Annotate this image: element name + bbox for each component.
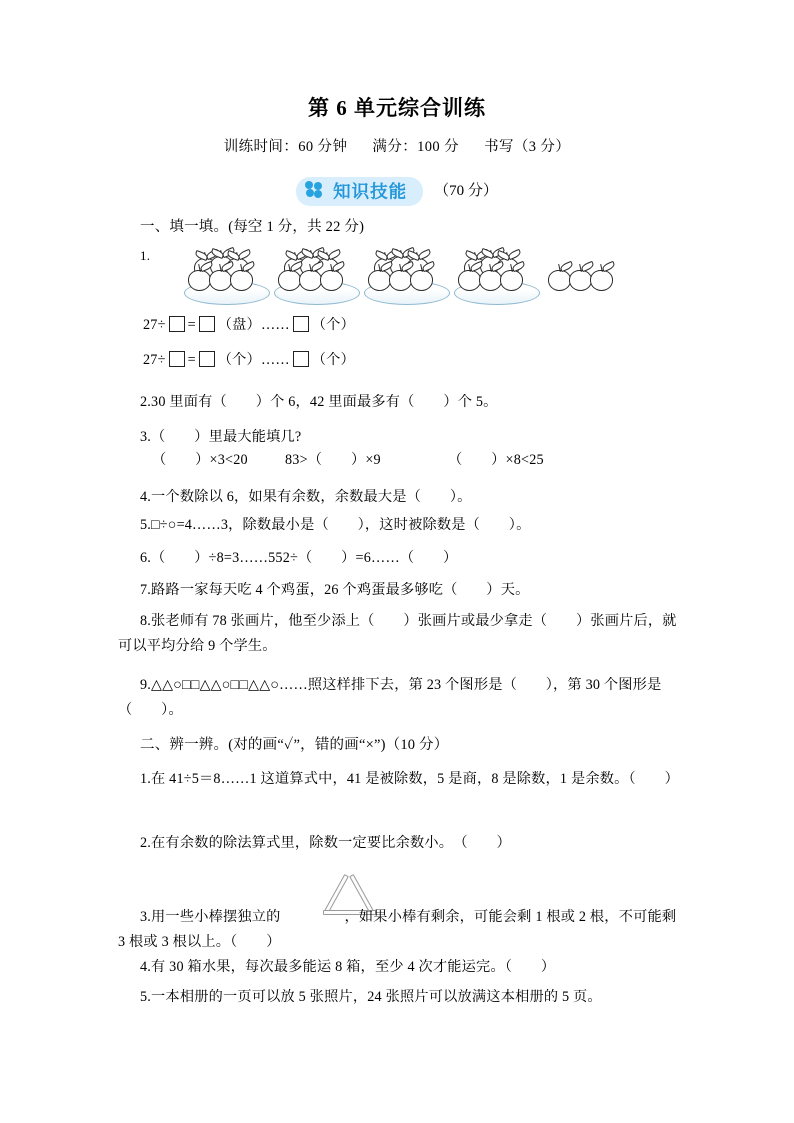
question-7: 7.路路一家每天吃 4 个鸡蛋，26 个鸡蛋最多够吃（ ）天。 bbox=[140, 582, 530, 598]
eq1-dots: …… bbox=[260, 317, 290, 333]
q3-text-before-figure: 3.用一些小棒摆独立的 bbox=[140, 909, 281, 925]
plate-group-4 bbox=[450, 252, 542, 308]
apples-figure bbox=[0, 252, 794, 308]
question-3-item-1: （ ）×3<20 bbox=[152, 452, 248, 468]
answer-box-remainder[interactable] bbox=[293, 316, 309, 332]
question-8: 8.张老师有 78 张画片，他至少添上（ ）张画片或最少拿走（ ）张画片后，就可以平均分给 9 个学生。 bbox=[118, 613, 677, 654]
eq2-unit2: （个） bbox=[311, 352, 355, 368]
section-two-question-2: 2.在有余数的除法算式里，除数一定要比余数小。 （ ） bbox=[140, 835, 511, 851]
section-two-question-4: 4.有 30 箱水果，每次最多能运 8 箱，至少 4 次才能运完。（ ） bbox=[140, 959, 556, 975]
eq2-dots: …… bbox=[260, 352, 290, 368]
apple-icon bbox=[320, 270, 343, 291]
plate-group-3 bbox=[360, 252, 452, 308]
apple-icon bbox=[230, 270, 253, 291]
apple-icon bbox=[209, 270, 232, 291]
apple-icon bbox=[548, 270, 571, 291]
question-4: 4.一个数除以 6，如果有余数，余数最大是（ ）。 bbox=[140, 489, 472, 505]
answer-box-divisor[interactable] bbox=[169, 351, 185, 367]
question-1-number: 1. bbox=[140, 248, 151, 263]
question-2: 2.30 里面有（ ）个 6，42 里面最多有（ ）个 5。 bbox=[140, 394, 498, 410]
section-two-question-5: 5.一本相册的一页可以放 5 张照片，24 张照片可以放满这本相册的 5 页。 bbox=[140, 989, 602, 1005]
badge-score: （70 分） bbox=[434, 183, 498, 200]
knowledge-skill-badge-row bbox=[0, 176, 794, 206]
question-6: 6.（ ）÷8=3……552÷（ ）=6……（ ） bbox=[140, 550, 458, 566]
meta-handwriting: 书写（3 分） bbox=[484, 139, 571, 155]
exam-meta bbox=[0, 135, 794, 156]
apple-icon bbox=[479, 270, 502, 291]
knowledge-skill-badge bbox=[296, 177, 423, 206]
apple-icon bbox=[458, 270, 481, 291]
badge-label: 知识技能 bbox=[333, 181, 408, 202]
meta-total-score: 满分：100 分 bbox=[372, 139, 459, 155]
eq2-prefix: 27÷ bbox=[143, 352, 166, 368]
apple-icon bbox=[389, 270, 412, 291]
apple-icon bbox=[410, 270, 433, 291]
section-two-question-3 bbox=[118, 905, 680, 955]
question-1-equation-2 bbox=[143, 348, 355, 373]
meta-time: 训练时间：60 分钟 bbox=[223, 139, 348, 155]
answer-box-quotient[interactable] bbox=[199, 351, 215, 367]
answer-box-remainder[interactable] bbox=[293, 351, 309, 367]
apple-icon bbox=[368, 270, 391, 291]
question-1-equation-1 bbox=[143, 313, 355, 338]
apple-icon bbox=[590, 270, 613, 291]
eq2-equals: = bbox=[187, 352, 196, 368]
question-3-item-3: （ ）×8<25 bbox=[448, 452, 544, 468]
plate-group-1 bbox=[180, 252, 272, 308]
page-title: 第 6 单元综合训练 bbox=[308, 96, 486, 120]
eq1-prefix: 27÷ bbox=[143, 317, 166, 333]
question-3-title: 3.（ ）里最大能填几? bbox=[140, 429, 302, 445]
four-dot-clover-icon bbox=[305, 181, 324, 198]
plate-group-2 bbox=[270, 252, 362, 308]
q3-text-after-figure: ，如果小棒有剩余，可能会剩 1 根或 2 根，不可能剩 3 根或 3 根以上。（ ） bbox=[118, 909, 677, 950]
eq1-equals: = bbox=[187, 317, 196, 333]
apple-icon bbox=[500, 270, 523, 291]
section-one-heading: 一、填一填。(每空 1 分，共 22 分) bbox=[140, 219, 365, 235]
apple-icon bbox=[188, 270, 211, 291]
section-two-question-1: 1.在 41÷5＝8……1 这道算式中，41 是被除数，5 是商，8 是除数，1 是余数。（ ） bbox=[140, 771, 679, 787]
eq1-unit1: （盘） bbox=[217, 317, 261, 333]
loose-apples-group bbox=[540, 252, 632, 308]
triangle-figure-inline-spacer bbox=[281, 910, 345, 926]
apple-icon bbox=[278, 270, 301, 291]
section-two-heading: 二、辨一辨。(对的画“✓”，错的画“×”)（10 分） bbox=[140, 737, 449, 753]
question-9: 9.△△○□□△△○□□△△○……照这样排下去，第 23 个图形是（ ），第 30 个图形是（ ）。 bbox=[118, 677, 662, 718]
answer-box-quotient[interactable] bbox=[199, 316, 215, 332]
question-5: 5.□÷○=4……3，除数最小是（ ），这时被除数是（ ）。 bbox=[140, 517, 531, 533]
question-3-item-2: 83>（ ）×9 bbox=[285, 452, 381, 468]
answer-box-divisor[interactable] bbox=[169, 316, 185, 332]
apple-icon bbox=[569, 270, 592, 291]
eq1-unit2: （个） bbox=[311, 317, 355, 333]
apple-icon bbox=[299, 270, 322, 291]
eq2-unit1: （个） bbox=[217, 352, 261, 368]
